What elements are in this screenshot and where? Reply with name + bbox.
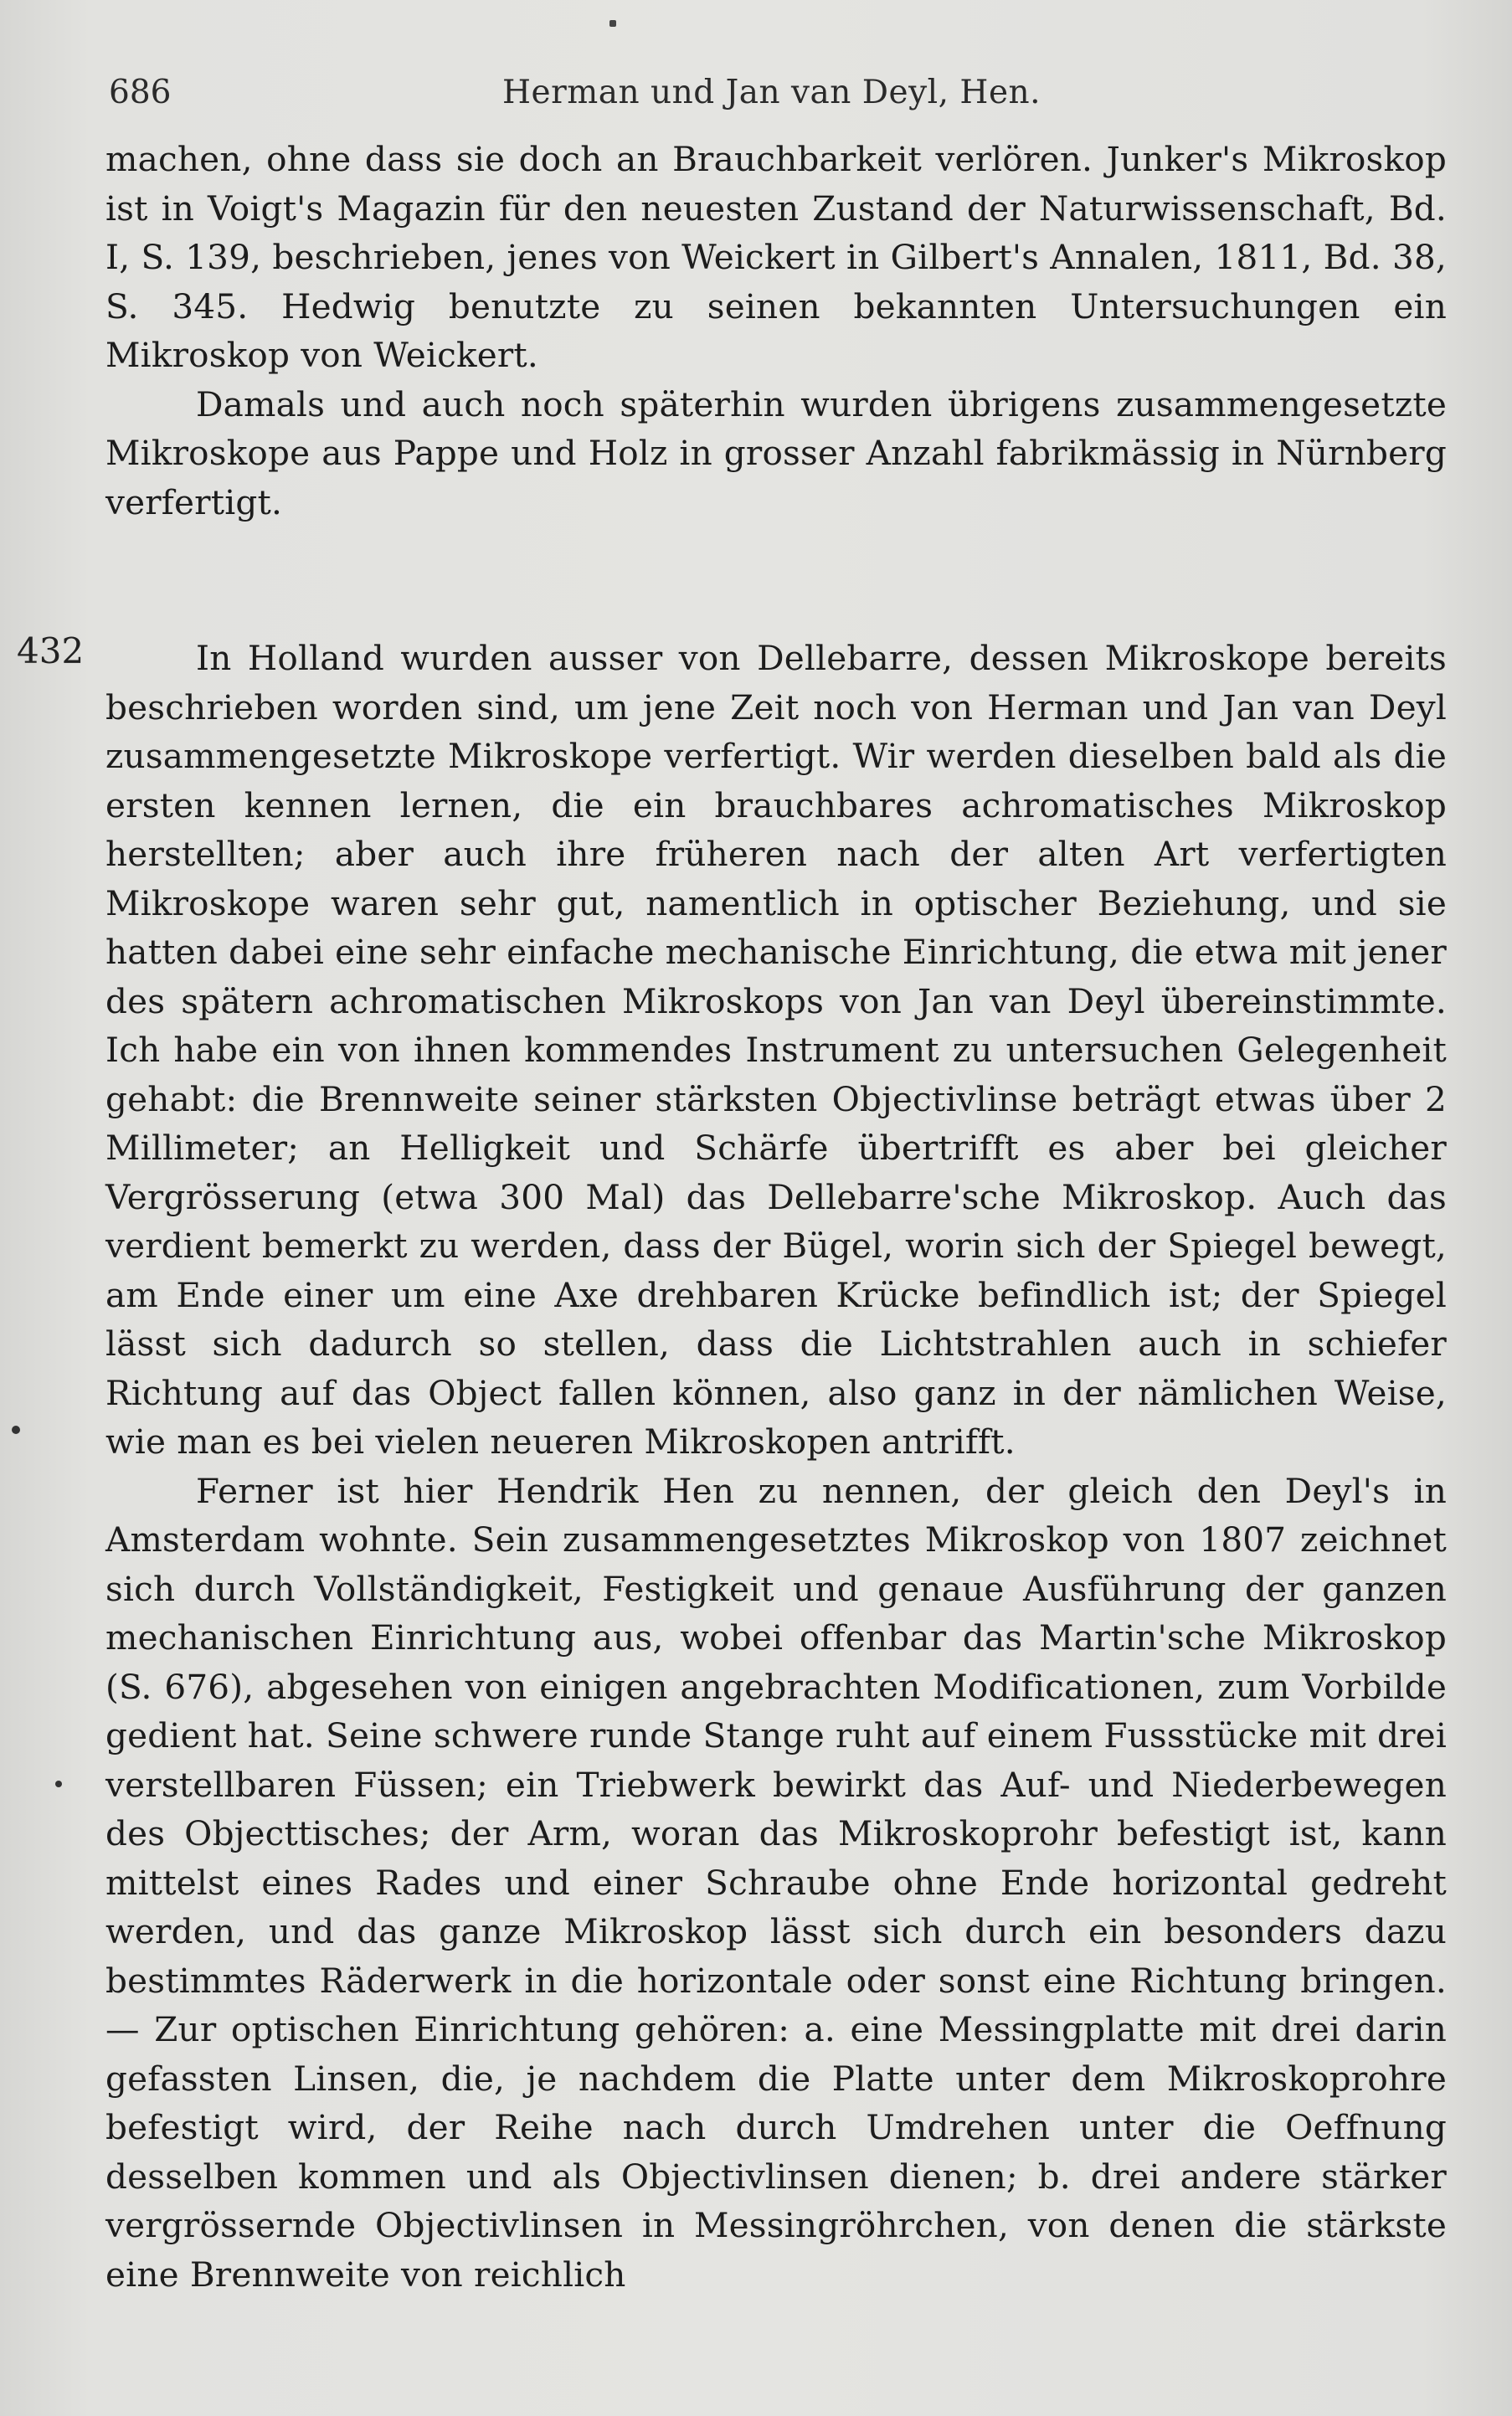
paragraph-1: machen, ohne dass sie doch an Brauchbarkeit verlören. Junker's Mikroskop ist in Voigt's Magazin für den neuesten Zustand der Naturwissenschaft, Bd. I, S. 139, beschrieben, jenes von Weickert in Gilbert's Annalen, 1811, Bd. 38, S. 345. Hedwig benutzte zu seinen bekannten Untersuchungen ein Mikroskop von Weickert. [105,139,1447,375]
margin-mark [12,1426,20,1434]
paragraph-3: In Holland wurden ausser von Dellebarre, dessen Mikroskope bereits beschrieben worden sind, um jene Zeit noch von Herman und Jan van Deyl zusammengesetzte Mikroskope verfertigt. Wir werden dieselben bald als die ersten kennen lernen, die ein brauchbares achromatisches Mikroskop herstellten; aber auch ihre früheren nach der alten Art verfertigten Mikroskope waren sehr gut, namentlich in optischer Beziehung, und sie hatten dabei eine sehr einfache mechanische Einrichtung, die etwa mit jener des spätern achromatischen Mikroskops von Jan van Deyl übereinstimmte. Ich habe ein von ihnen kommendes Instrument zu untersuchen Gelegenheit gehabt: die Brennweite seiner stärksten Objectivlinse beträgt etwas über 2 Millimeter; an Helligkeit und Schärfe übertrifft es aber bei gleicher Vergrösserung (etwa 300 Mal) das Dellebarre'sche Mikroskop. Auch das verdient bemerkt zu werden, dass der Bügel, worin sich der Spiegel bewegt, am Ende einer um eine Axe drehbaren Krücke befindlich ist; der Spiegel lässt sich dadurch so stellen, dass die Lichtstrahlen auch in schiefer Richtung auf das Object fallen können, also ganz in der nämlichen Weise, wie man es bei vielen neueren Mikroskopen antrifft. [105,638,1447,1462]
section-number: 432 [17,630,85,671]
paragraph-2: Damals und auch noch späterhin wurden übrigens zusammengesetzte Mikroskope aus Pappe und Holz in grosser Anzahl fabrikmässig in Nürnberg verfertigt. [105,383,1447,522]
margin-mark [55,1781,62,1787]
print-mark [609,20,616,27]
page-header [109,74,1448,116]
paragraph-4: Ferner ist hier Hendrik Hen zu nennen, der gleich den Deyl's in Amsterdam wohnte. Sein zusammengesetztes Mikroskop von 1807 zeichnet sich durch Vollständigkeit, Festigkeit und genaue Ausführung der ganzen mechanischen Einrichtung aus, wobei offenbar das Martin'sche Mikroskop (S. 676), abgesehen von einigen angebrachten Modificationen, zum Vorbilde gedient hat. Seine schwere runde Stange ruht auf einem Fussstücke mit drei verstellbaren Füssen; ein Triebwerk bewirkt das Auf- und Niederbewegen des Objecttisches; der Arm, woran das Mikroskoprohr befestigt ist, kann mittelst eines Rades und einer Schraube ohne Ende horizontal gedreht werden, und das ganze Mikroskop lässt sich durch ein besonders dazu bestimmtes Räderwerk in die horizontale oder sonst eine Richtung bringen. — Zur optischen Einrichtung gehören: a. eine Messingplatte mit drei darin gefassten Linsen, die, je nachdem die Platte unter dem Mikroskoprohre befestigt wird, der Reihe nach durch Umdrehen unter die Oeffnung desselben kommen und als Objectivlinsen dienen; b. drei andere stärker vergrössernde Objectivlinsen in Messingröhrchen, von denen die stärkste eine Brennweite von reichlich [105,1470,1447,2295]
text-block-top [105,135,1447,527]
page-number: 686 [109,74,172,111]
running-title: Herman und Jan van Deyl, Hen. [502,74,1041,111]
text-block-section-432 [105,634,1447,2299]
